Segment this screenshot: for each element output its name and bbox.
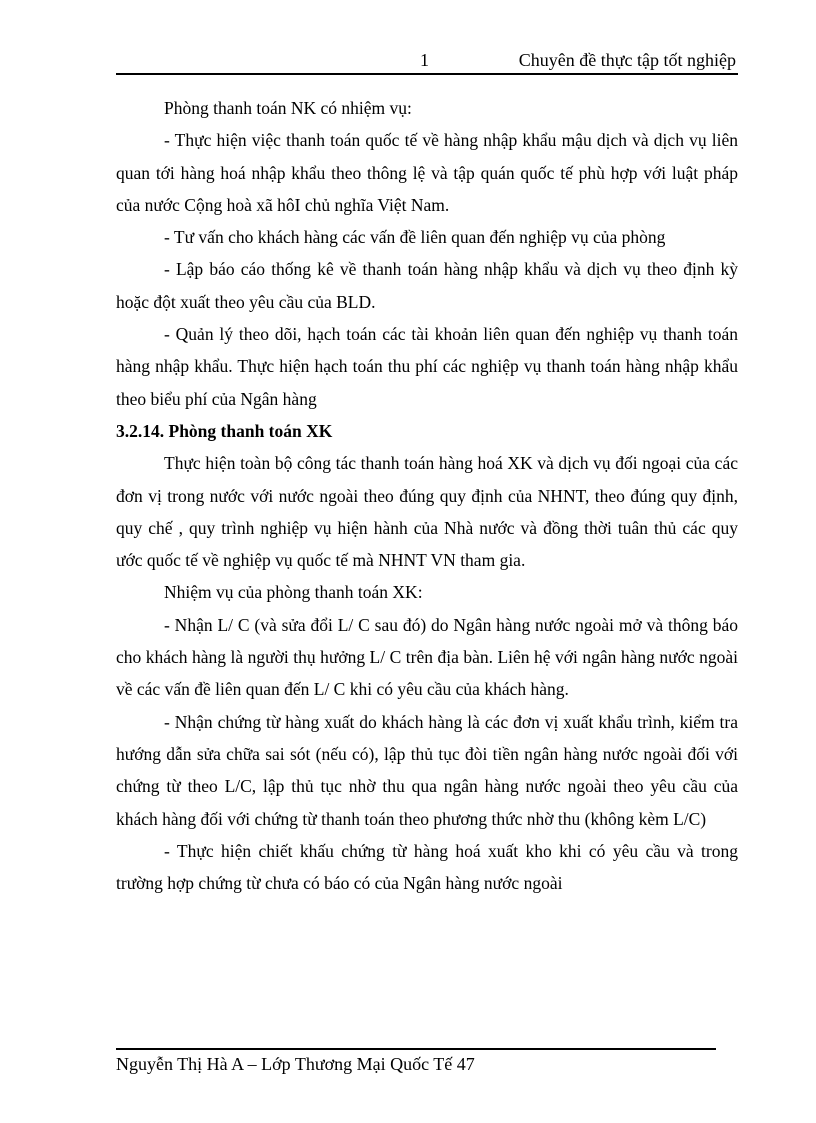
paragraph: - Thực hiện việc thanh toán quốc tế về hàng nhập khẩu mậu dịch và dịch vụ liên quan tới hàng hoá nhập khẩu theo thông lệ và tập quán quốc tế phù hợp với luật pháp của nước Cộng hoà xã hôI chủ nghĩa Việt Nam. xyxy=(116,130,738,215)
page-number: 1 xyxy=(420,50,429,70)
paragraph: - Quản lý theo dõi, hạch toán các tài khoản liên quan đến nghiệp vụ thanh toán hàng nhập khẩu. Thực hiện hạch toán thu phí các nghiệp vụ thanh toán hàng nhập khẩu theo biểu phí của Ngân hàng xyxy=(116,324,738,409)
paragraph: Nhiệm vụ của phòng thanh toán XK: xyxy=(164,582,423,603)
footer-text: Nguyễn Thị Hà A – Lớp Thương Mại Quốc Tế 47 xyxy=(116,1054,475,1074)
paragraph: Phòng thanh toán NK có nhiệm vụ: xyxy=(164,98,412,118)
page-header xyxy=(116,48,738,72)
header-title: Chuyên đề thực tập tốt nghiệp xyxy=(518,50,736,70)
paragraph: Thực hiện toàn bộ công tác thanh toán hàng hoá XK và dịch vụ đối ngoại của các đơn vị trong nước với nước ngoài theo đúng quy định của NHNT, theo đúng quy định, quy chế , quy trình nghiệp vụ hiện hành của Nhà nước và đồng thời tuân thủ các quy ước quốc tế về nghiệp vụ quốc tế mà NHNT VN tham gia. xyxy=(116,453,738,571)
document-body xyxy=(116,92,738,899)
footer-rule xyxy=(116,1048,716,1050)
section-heading: 3.2.14. Phòng thanh toán XK xyxy=(116,420,333,441)
paragraph: - Tư vấn cho khách hàng các vấn đề liên quan đến nghiệp vụ của phòng xyxy=(164,227,666,248)
header-rule xyxy=(116,73,738,75)
paragraph: - Lập báo cáo thống kê về thanh toán hàng nhập khẩu và dịch vụ theo định kỳ hoặc đột xuất theo yêu cầu của BLD. xyxy=(116,259,738,312)
paragraph: - Nhận chứng từ hàng xuất do khách hàng là các đơn vị xuất khẩu trình, kiểm tra hướng dẫn sửa chữa sai sót (nếu có), lập thủ tục đòi tiền ngân hàng nước ngoài đối với chứng từ theo L/C, lập thủ tục nhờ thu qua ngân hàng nước ngoài theo yêu cầu của khách hàng đối với chứng từ thanh toán theo phương thức nhờ thu (không kèm L/C) xyxy=(116,711,738,829)
paragraph: - Nhận L/ C (và sửa đổi L/ C sau đó) do Ngân hàng nước ngoài mở và thông báo cho khách hàng là người thụ hưởng L/ C trên địa bàn. Liên hệ với ngân hàng nước ngoài về các vấn đề liên quan đến L/ C khi có yêu cầu của khách hàng. xyxy=(116,614,738,700)
paragraph: - Thực hiện chiết khấu chứng từ hàng hoá xuất kho khi có yêu cầu và trong trường hợp chứng từ chưa có báo có của Ngân hàng nước ngoài xyxy=(116,840,738,894)
